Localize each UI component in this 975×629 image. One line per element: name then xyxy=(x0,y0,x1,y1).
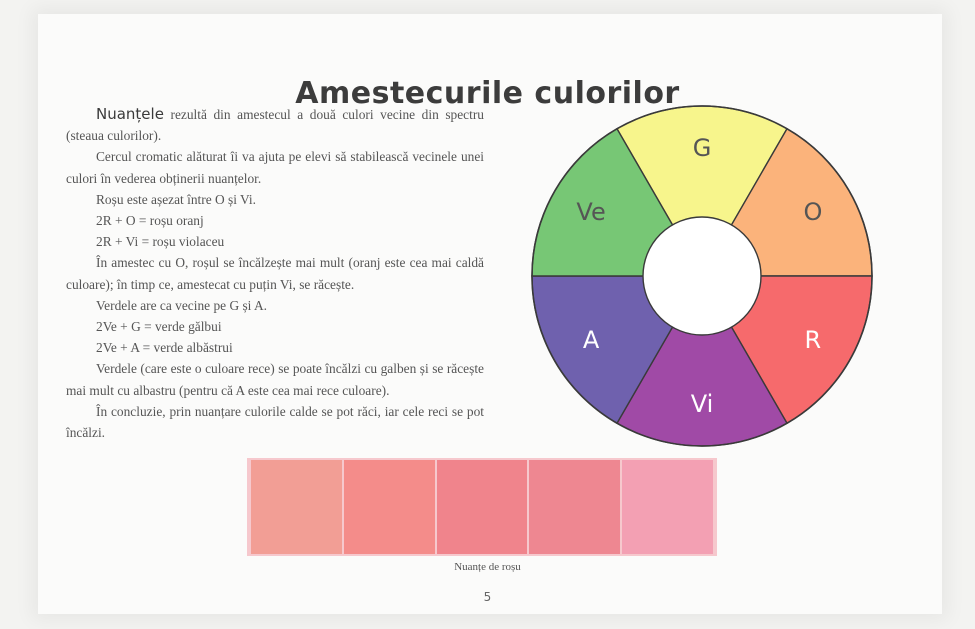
lead-word: Nuanțele xyxy=(96,105,164,123)
page-number: 5 xyxy=(483,590,492,604)
paragraph xyxy=(66,358,484,400)
red-shade-swatch xyxy=(437,460,528,554)
red-shade-swatch xyxy=(251,460,342,554)
swatches-caption: Nuanțe de roșu xyxy=(454,561,521,573)
red-shade-swatch xyxy=(622,460,713,554)
wheel-label-vi: Vi xyxy=(690,390,714,418)
color-wheel xyxy=(528,100,876,452)
wheel-center xyxy=(643,217,761,335)
red-shades-swatches xyxy=(247,458,717,556)
paragraph xyxy=(66,189,484,210)
wheel-label-o: O xyxy=(803,198,823,226)
paragraph-text: Cercul cromatic alăturat îi va ajuta pe elevi să stabilească vecinele unei culori în vederea obținerii nuanțelor. xyxy=(66,149,484,186)
paragraph xyxy=(66,210,484,231)
paragraph xyxy=(66,231,484,252)
paragraph xyxy=(66,401,484,443)
paragraph xyxy=(66,252,484,294)
paragraph xyxy=(66,337,484,358)
paragraph-text: 2R + Vi = roșu violaceu xyxy=(96,234,225,250)
body-text xyxy=(66,104,484,443)
wheel-label-g: G xyxy=(692,134,712,162)
red-shade-swatch xyxy=(529,460,620,554)
paragraph-text: Verdele (care este o culoare rece) se poate încălzi cu galben și se răcește mai mult cu albastru (pentru că A este cea mai rece culoare). xyxy=(66,361,484,398)
paragraph-text: 2Ve + G = verde gălbui xyxy=(96,319,222,335)
page-title: Amestecurile culorilor xyxy=(295,76,680,112)
wheel-label-ve: Ve xyxy=(576,198,606,226)
paragraph-text: rezultă din amestecul a două culori vecine din spectru (steaua culorilor). xyxy=(66,107,484,144)
paragraph-text: În concluzie, prin nuanțare culorile calde se pot răci, iar cele reci se pot încălzi. xyxy=(66,403,484,441)
paragraph xyxy=(66,295,484,316)
paragraph xyxy=(66,146,484,188)
paragraph-text: În amestec cu O, roșul se încălzește mai mult (oranj este cea mai caldă culoare); în timp ce, amestecat cu puțin Vi, se răcește. xyxy=(66,255,484,292)
paragraph-text: 2R + O = roșu oranj xyxy=(96,213,204,229)
paragraph-text: Roșu este așezat între O și Vi. xyxy=(96,191,256,207)
paragraph-text: Verdele are ca vecine pe G și A. xyxy=(96,297,268,313)
paragraph xyxy=(66,316,484,337)
red-shade-swatch xyxy=(344,460,435,554)
paragraph xyxy=(66,104,484,146)
wheel-label-r: R xyxy=(804,326,822,354)
wheel-label-a: A xyxy=(582,326,600,354)
paragraph-text: 2Ve + A = verde albăstrui xyxy=(96,340,233,356)
